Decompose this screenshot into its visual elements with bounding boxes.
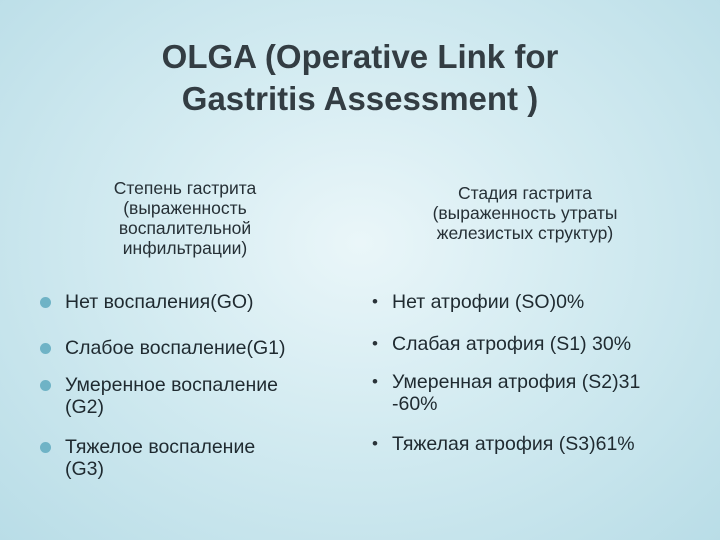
left-heading-line: (выраженность (123, 198, 247, 218)
list-item-g2 (40, 374, 365, 418)
title-line-1: OLGA (Operative Link for (161, 38, 559, 75)
item-text: Тяжелая атрофия (S3)61% (392, 433, 635, 455)
list-item-s3 (372, 433, 692, 455)
left-heading-line: Степень гастрита (113, 178, 257, 198)
bullet-dot-icon: • (372, 434, 378, 453)
bullet-icon (40, 343, 51, 354)
item-text: Нет воспаления(GO) (65, 291, 254, 313)
item-text: Слабое воспаление(G1) (65, 337, 286, 359)
item-text: Нет атрофии (SO)0% (392, 291, 585, 313)
right-heading-line: Стадия гастрита (457, 183, 593, 203)
bullet-icon (40, 297, 51, 308)
item-text: Слабая атрофия (S1) 30% (392, 333, 632, 355)
list-item-g1 (40, 337, 365, 359)
list-item-s2 (372, 371, 692, 415)
bullet-dot-icon: • (372, 334, 378, 353)
right-column-heading (390, 183, 660, 243)
list-item-g0 (40, 291, 365, 313)
left-heading-line: инфильтрации) (122, 238, 248, 258)
right-heading-line: (выраженность утраты (432, 203, 618, 223)
item-text: Тяжелое воспаление (G3) (65, 436, 256, 480)
list-item-s1 (372, 333, 692, 355)
slide-title (60, 36, 660, 120)
item-text: Умеренная атрофия (S2)31 -60% (392, 371, 641, 415)
bullet-dot-icon: • (372, 292, 378, 311)
list-item-g3 (40, 436, 365, 480)
left-heading-line: воспалительной (118, 218, 252, 238)
left-column-heading (80, 178, 290, 258)
bullet-icon (40, 442, 51, 453)
list-item-s0 (372, 291, 692, 313)
bullet-icon (40, 380, 51, 391)
title-line-2: Gastritis Assessment ) (181, 80, 539, 117)
bullet-dot-icon: • (372, 372, 378, 391)
right-heading-line: железистых структур) (436, 223, 614, 243)
item-text: Умеренное воспаление (G2) (65, 374, 278, 418)
